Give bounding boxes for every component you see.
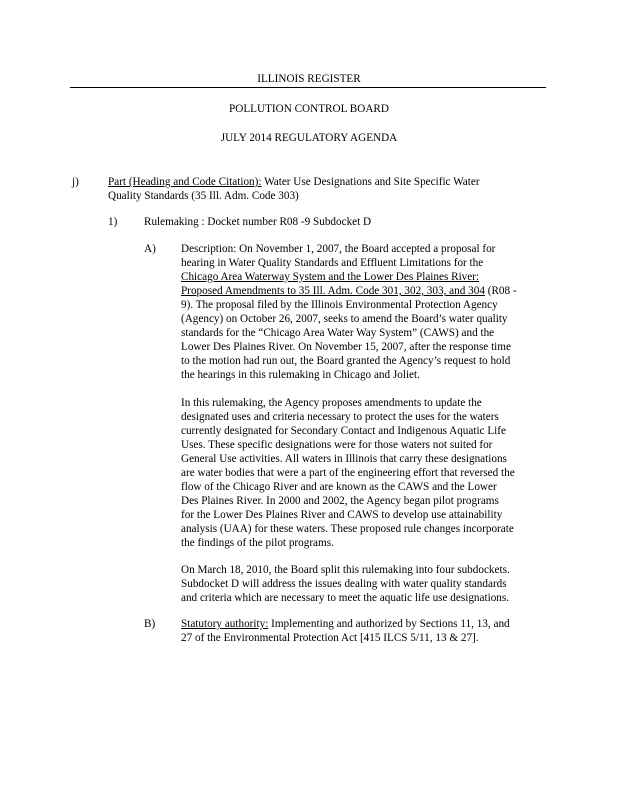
description-line: the hearings in this rulemaking in Chicago and Joliet. <box>181 369 420 381</box>
part-heading-label: Part (Heading and Code Citation): <box>108 176 262 188</box>
paragraph-line: the findings of the pilot programs. <box>181 537 334 549</box>
paragraph-line: Uses. These specific designations were for those waters not suited for <box>181 439 493 451</box>
paragraph-line: Subdocket D will address the issues dealing with water quality standards <box>181 578 507 590</box>
part-heading-text-2: Quality Standards (35 Ill. Adm. Code 303) <box>108 190 299 202</box>
paragraph-line: General Use activities. All waters in Illinois that carry these designations <box>181 453 507 465</box>
header-rule <box>70 87 546 88</box>
rulemaking-purpose-paragraph <box>181 396 541 550</box>
agenda-title: JULY 2014 REGULATORY AGENDA <box>220 132 398 144</box>
description-line: Lower Des Plaines River. On November 15, 2007, after the response time <box>181 341 511 353</box>
description-line: to the motion had run out, the Board granted the Agency’s request to hold <box>181 355 511 367</box>
section-j-marker: j) <box>72 176 79 188</box>
item-b-marker: B) <box>144 618 156 630</box>
paragraph-line: for the Lower Des Plaines River and CAWS to develop use attainability <box>181 509 503 521</box>
statutory-authority-label: Statutory authority: <box>181 618 269 630</box>
paragraph-line: analysis (UAA) for these waters. These proposed rule changes incorporate <box>181 523 514 535</box>
item-1-marker: 1) <box>108 216 118 228</box>
description-line: standards for the “Chicago Area Water Way System” (CAWS) and the <box>181 327 495 339</box>
rulemaking-title-line: Chicago Area Waterway System and the Lower Des Plaines River: <box>181 271 480 283</box>
board-title: POLLUTION CONTROL BOARD <box>229 103 389 115</box>
item-a-marker: A) <box>144 243 156 255</box>
paragraph-line: flow of the Chicago River and are known as the CAWS and the Lower <box>181 481 497 493</box>
paragraph-line: designated uses and criteria necessary to protect the uses for the waters <box>181 411 499 423</box>
part-heading-text-1: Water Use Designations and Site Specific Water <box>261 176 480 188</box>
description-line: Description: On November 1, 2007, the Board accepted a proposal for <box>181 243 496 255</box>
section-j-heading <box>108 175 504 203</box>
subdocket-paragraph <box>181 563 541 605</box>
rulemaking-title-line: Proposed Amendments to 35 Ill. Adm. Code 301, 302, 303, and 304 <box>181 285 485 297</box>
docket-tail: (R08 - <box>484 285 517 297</box>
rulemaking-docket-line: Rulemaking : Docket number R08 -9 Subdocket D <box>144 216 372 228</box>
statutory-authority-paragraph <box>181 617 541 645</box>
statutory-authority-text-2: 27 of the Environmental Protection Act [415 ILCS 5/11, 13 & 27]. <box>181 632 479 644</box>
paragraph-line: Des Plaines River. In 2000 and 2002, the Agency began pilot programs <box>181 495 499 507</box>
paragraph-line: and criteria which are necessary to meet the aquatic life use designations. <box>181 592 510 604</box>
description-line: 9). The proposal filed by the Illinois Environmental Protection Agency <box>181 299 498 311</box>
description-line: (Agency) on October 26, 2007, seeks to amend the Board’s water quality <box>181 313 508 325</box>
paragraph-line: In this rulemaking, the Agency proposes amendments to update the <box>181 397 482 409</box>
statutory-authority-text: Implementing and authorized by Sections 11, 13, and <box>268 618 510 630</box>
description-paragraph <box>181 242 541 382</box>
description-line: hearing in Water Quality Standards and Effluent Limitations for the <box>181 257 484 269</box>
register-title: ILLINOIS REGISTER <box>257 73 361 85</box>
paragraph-line: On March 18, 2010, the Board split this rulemaking into four subdockets. <box>181 564 510 576</box>
paragraph-line: currently designated for Secondary Contact and Indigenous Aquatic Life <box>181 425 506 437</box>
paragraph-line: are water bodies that were a part of the engineering effort that reversed the <box>181 467 515 479</box>
